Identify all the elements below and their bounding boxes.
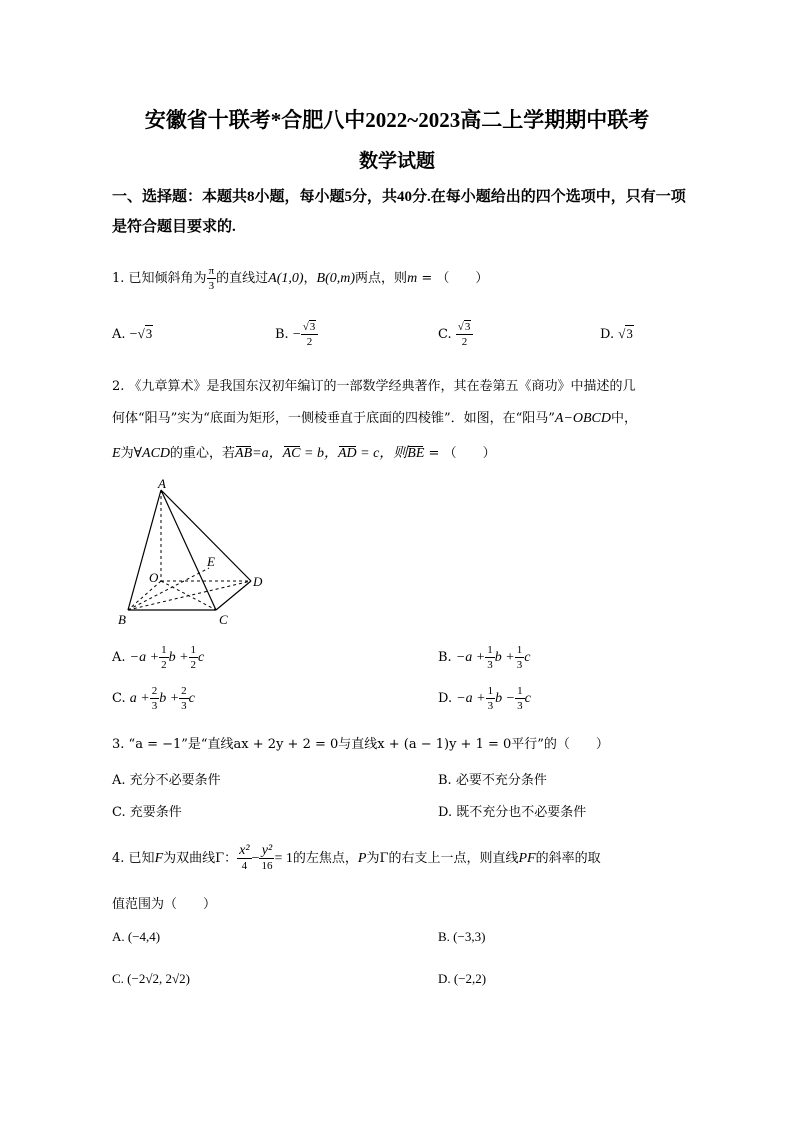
q1-option-d[interactable] — [600, 326, 634, 342]
q1-var: m — [407, 271, 418, 286]
q2-triangle: ∀ACD — [133, 446, 171, 461]
q3-text: “a = −1”是“直线ax + 2y + 2 = 0与直线x + (a − 1)y + 1 = 0平行”的（ ） — [128, 737, 609, 752]
q4-text-a: 已知 — [128, 851, 155, 866]
label-b: B — [118, 612, 126, 627]
q2-option-c[interactable]: C. a + $\frac{2}{3}$ b + $\frac{2}{3}$ c — [112, 685, 195, 712]
question-1 — [112, 264, 488, 293]
q4-minus: − — [251, 851, 260, 866]
q1-option-b-rad: 3 — [309, 321, 316, 333]
q1-option-b-den: 2 — [306, 336, 313, 348]
q4-option-b[interactable]: B. (−3,3) — [438, 929, 486, 944]
q4-option-c[interactable]: C. (−2√2, 2√2) — [112, 971, 190, 986]
q4-point-p: P — [357, 851, 367, 866]
q1-option-a-sqrt: √3 — [137, 326, 153, 341]
q3-option-d[interactable]: D. 既不充分也不必要条件 — [438, 805, 587, 820]
q2-eq-b: = b， — [300, 446, 338, 461]
q4-text-b: 为双曲线Γ： — [163, 851, 238, 866]
q2-line-3-text: 的重心，若 — [170, 446, 236, 461]
q4-option-a[interactable]: A. (−4,4) — [112, 929, 161, 944]
q2-vector-ad: AD — [337, 446, 357, 461]
section-heading: 一、选择题：本题共8小题，每小题5分，共40分.在每小题给出的四个选项中，只有一项是符合题目要求的. — [112, 189, 686, 235]
pyramid-diagram — [115, 478, 275, 628]
q4-line-pf: PF — [518, 851, 536, 866]
q2-option-b-label: B. — [438, 650, 452, 665]
q1-option-a-sign: − — [129, 327, 138, 342]
q1-option-a-rad: 3 — [145, 326, 153, 341]
q2-option-d-label: D. — [438, 691, 453, 706]
q2-vector-ab: AB — [235, 446, 253, 461]
q1-point-a: A(1,0) — [268, 271, 304, 286]
question-4-line-2: 值范围为（ ） — [112, 897, 217, 912]
edge-ab — [128, 490, 161, 610]
question-3 — [112, 733, 609, 752]
q1-option-b-num: √3 — [301, 320, 319, 335]
q1-sep: ， — [303, 271, 317, 286]
q4-text-e: 的斜率的取 — [535, 851, 601, 866]
q1-text-c: 两点，则 — [355, 271, 408, 286]
q1-option-d-label: D. — [600, 327, 615, 342]
q2-eq-a: =a， — [252, 446, 283, 461]
edge-ac — [161, 490, 216, 610]
q4-text-c: 的左焦点， — [292, 851, 358, 866]
q2-pyramid-name: A−OBCD — [554, 411, 611, 426]
question-2-line-1 — [112, 375, 636, 394]
segment-be — [128, 568, 209, 610]
pyramid-figure — [115, 478, 275, 632]
q2-line-2-end: 中， — [611, 411, 638, 426]
q2-eq-c: = c，则 — [356, 446, 408, 461]
q4-focus-f: F — [154, 851, 164, 866]
q4-frac-x: $\frac{\text{x²}}{4}$ — [239, 843, 250, 872]
q1-option-c-den: 2 — [461, 336, 468, 348]
q1-option-a-label: A. — [112, 327, 126, 342]
exam-subtitle: 数学试题 — [358, 151, 435, 172]
q2-option-d[interactable]: D. −a + $\frac{1}{3}$ b − $\frac{1}{3}$ c — [438, 685, 531, 712]
label-c: C — [219, 612, 228, 627]
q1-point-b: B(0,m) — [316, 271, 356, 286]
q2-line-2-text: 何体“阳马”实为“底面为矩形，一侧棱垂直于底面的四棱锥”．如图，在“阳马” — [112, 411, 555, 426]
q2-line-1-text: 《九章算术》是我国东汉初年编订的一部数学经典著作，其在卷第五《商功》中描述的几 — [128, 379, 636, 394]
q2-eq-end: = （ ） — [424, 446, 496, 461]
q2-point-e: E — [112, 446, 121, 461]
q1-frac-den: 3 — [208, 280, 215, 292]
q3-option-a[interactable]: A. 充分不必要条件 — [112, 773, 221, 788]
q2-option-b[interactable]: B. −a + $\frac{1}{3}$ b + $\frac{1}{3}$ c — [438, 644, 531, 671]
q1-frac-num: π — [208, 265, 215, 277]
label-o: O — [149, 570, 159, 585]
question-4-line-1 — [112, 844, 601, 873]
label-d: D — [253, 574, 263, 589]
q2-vector-ac: AC — [282, 446, 301, 461]
q1-option-c-num: √3 — [456, 320, 474, 335]
q2-line-3-wei: 为 — [120, 446, 134, 461]
q3-number: 3. — [112, 737, 125, 752]
q1-option-d-rad: 3 — [626, 326, 633, 341]
q4-number: 4. — [112, 851, 125, 866]
q1-text-a: 已知倾斜角为 — [128, 271, 207, 286]
q1-option-b[interactable] — [275, 320, 318, 349]
q3-option-c[interactable]: C. 充要条件 — [112, 805, 182, 820]
question-2-line-2 — [112, 407, 637, 427]
q2-option-c-label: C. — [112, 691, 126, 706]
q1-text-d: = （ ） — [417, 271, 489, 286]
q1-option-d-sqrt: √3 — [618, 326, 633, 341]
label-e: E — [207, 554, 215, 569]
q4-frac-y: $\frac{\text{y²}}{16}$ — [261, 843, 273, 872]
q2-option-a-label: A. — [112, 650, 126, 665]
q1-number: 1. — [112, 271, 125, 286]
q1-option-a[interactable] — [112, 326, 153, 343]
q1-option-b-frac — [301, 320, 319, 349]
q4-option-d[interactable]: D. (−2,2) — [438, 971, 487, 986]
q1-option-c-rad: 3 — [464, 321, 471, 333]
exam-title: 安徽省十联考*合肥八中2022~2023高二上学期期中联考 — [144, 108, 650, 132]
q2-number: 2. — [112, 379, 125, 394]
q1-option-b-label: B. — [275, 327, 289, 342]
label-a: A — [158, 478, 166, 491]
q1-option-c-frac — [456, 320, 474, 349]
q1-option-b-sign: − — [292, 327, 301, 342]
q1-option-c[interactable] — [438, 320, 473, 349]
edge-oc — [161, 581, 216, 610]
q4-eq-one: = 1 — [274, 851, 293, 866]
q4-text-d: 为Γ的右支上一点，则直线 — [366, 851, 519, 866]
q1-angle-fraction — [207, 264, 217, 293]
q2-vector-be: BE — [407, 446, 425, 461]
edge-ad — [161, 490, 251, 581]
q3-option-b[interactable]: B. 必要不充分条件 — [438, 773, 547, 788]
question-2-line-3 — [112, 442, 496, 462]
q1-option-c-label: C. — [438, 327, 452, 342]
q1-text-b: 的直线过 — [216, 271, 269, 286]
q2-option-a[interactable]: A. −a + $\frac{1}{2}$ b + $\frac{1}{2}$ c — [112, 644, 205, 671]
